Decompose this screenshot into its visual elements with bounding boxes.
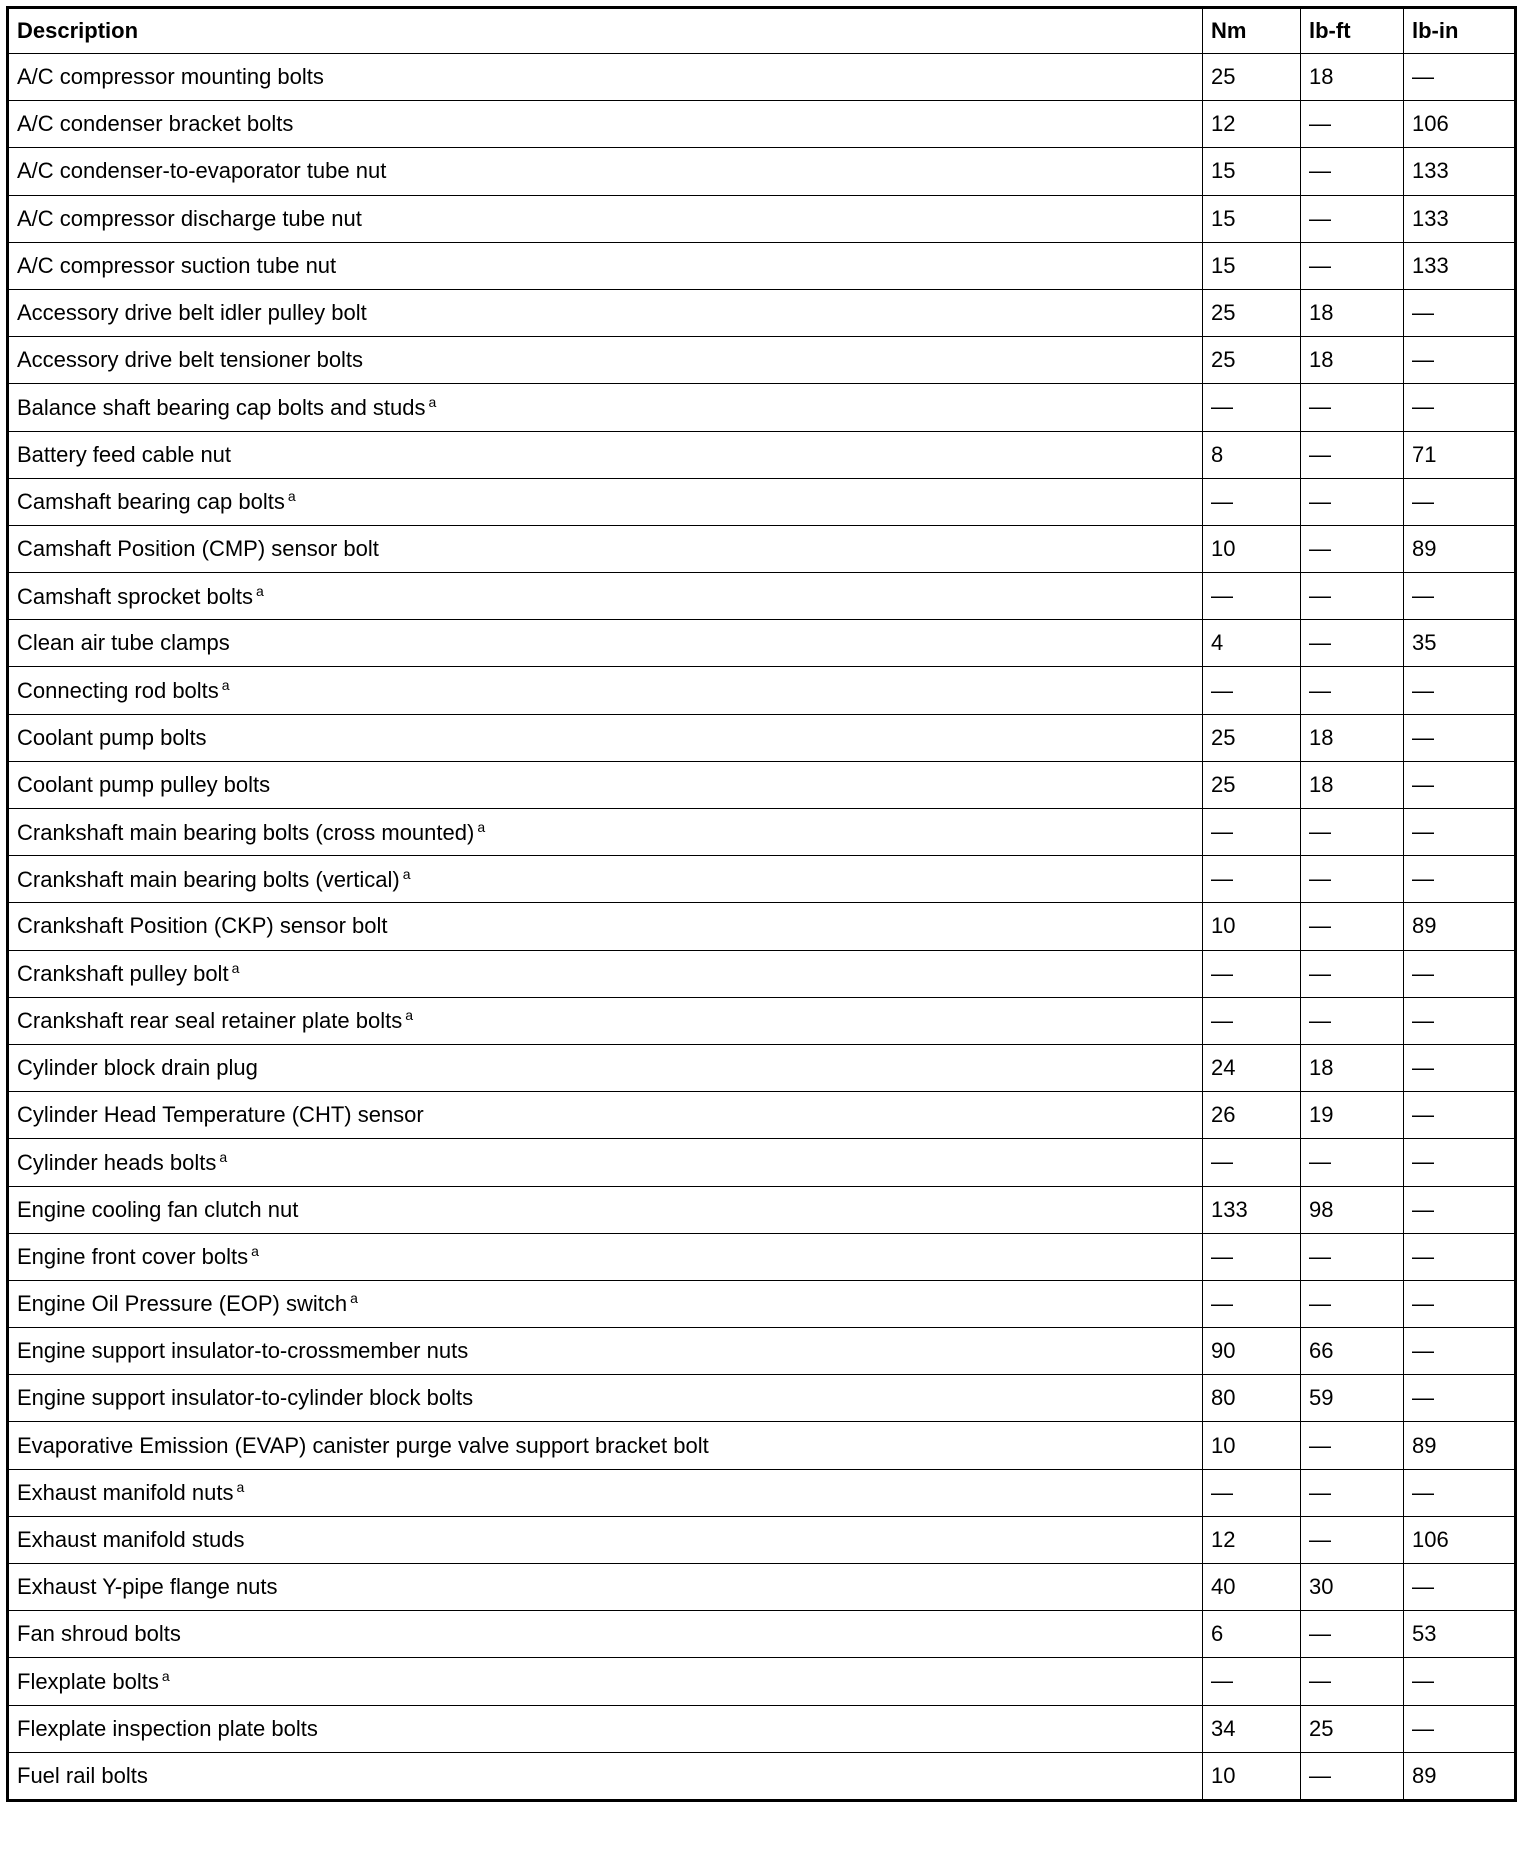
footnote-marker: a xyxy=(231,960,240,977)
lb-in-cell: — xyxy=(1404,54,1516,101)
lb-in-cell: — xyxy=(1404,478,1516,525)
nm-cell: — xyxy=(1203,950,1301,997)
nm-cell: — xyxy=(1203,667,1301,714)
nm-cell: — xyxy=(1203,478,1301,525)
description-cell xyxy=(8,856,1203,903)
description-text: Engine Oil Pressure (EOP) switch xyxy=(17,1291,348,1317)
description-text: Exhaust manifold nuts xyxy=(17,1480,234,1506)
lb-ft-cell: — xyxy=(1301,478,1404,525)
nm-cell: 12 xyxy=(1203,1516,1301,1563)
lb-ft-cell: — xyxy=(1301,620,1404,667)
footnote-marker: a xyxy=(251,1243,259,1260)
lb-in-cell: — xyxy=(1404,1328,1516,1375)
lb-ft-cell: — xyxy=(1301,1611,1404,1658)
lb-in-cell: 133 xyxy=(1404,148,1516,195)
nm-cell: 25 xyxy=(1203,289,1301,336)
description-text: Exhaust Y-pipe flange nuts xyxy=(17,1574,278,1600)
description-text: Flexplate inspection plate bolts xyxy=(17,1715,318,1741)
lb-ft-cell: — xyxy=(1301,1469,1404,1516)
lb-ft-cell: — xyxy=(1301,195,1404,242)
nm-cell: 40 xyxy=(1203,1564,1301,1611)
description-text: Battery feed cable nut xyxy=(17,441,232,467)
lb-in-cell: — xyxy=(1404,1375,1516,1422)
description-cell xyxy=(8,1469,1203,1516)
table-row xyxy=(8,1233,1516,1280)
lb-ft-cell: — xyxy=(1301,1139,1404,1186)
table-row xyxy=(8,714,1516,761)
description-text: A/C compressor mounting bolts xyxy=(17,64,324,90)
lb-ft-cell: 25 xyxy=(1301,1705,1404,1752)
table-row xyxy=(8,101,1516,148)
header-description: Description xyxy=(8,8,1203,54)
description-text: Cylinder block drain plug xyxy=(17,1055,258,1081)
description-cell xyxy=(8,54,1203,101)
footnote-marker: a xyxy=(477,818,486,835)
table-row xyxy=(8,1186,1516,1233)
lb-ft-cell: — xyxy=(1301,1422,1404,1469)
description-text: A/C compressor discharge tube nut xyxy=(17,205,362,231)
nm-cell: 90 xyxy=(1203,1328,1301,1375)
lb-in-cell: 89 xyxy=(1404,525,1516,572)
description-cell xyxy=(8,384,1203,431)
nm-cell: — xyxy=(1203,1280,1301,1327)
lb-ft-cell: 18 xyxy=(1301,1044,1404,1091)
lb-in-cell: — xyxy=(1404,384,1516,431)
lb-in-cell: 71 xyxy=(1404,431,1516,478)
table-row xyxy=(8,1044,1516,1091)
nm-cell: — xyxy=(1203,384,1301,431)
lb-ft-cell: — xyxy=(1301,1516,1404,1563)
footnote-marker: a xyxy=(287,488,296,505)
footnote-marker: a xyxy=(405,1007,413,1024)
description-text: Accessory drive belt tensioner bolts xyxy=(17,347,364,373)
nm-cell: 10 xyxy=(1203,1422,1301,1469)
description-cell xyxy=(8,431,1203,478)
description-text: Fan shroud bolts xyxy=(17,1621,181,1647)
description-cell xyxy=(8,1092,1203,1139)
lb-in-cell: — xyxy=(1404,761,1516,808)
description-cell xyxy=(8,761,1203,808)
lb-in-cell: — xyxy=(1404,1139,1516,1186)
table-row xyxy=(8,903,1516,950)
nm-cell: 25 xyxy=(1203,337,1301,384)
description-cell xyxy=(8,620,1203,667)
table-row xyxy=(8,620,1516,667)
description-cell xyxy=(8,289,1203,336)
description-text: Connecting rod bolts xyxy=(17,678,219,704)
lb-in-cell: 133 xyxy=(1404,195,1516,242)
lb-in-cell: — xyxy=(1404,714,1516,761)
lb-ft-cell: 59 xyxy=(1301,1375,1404,1422)
description-text: Camshaft sprocket bolts xyxy=(17,583,253,609)
footnote-marker: a xyxy=(219,1148,228,1165)
description-text: Engine cooling fan clutch nut xyxy=(17,1196,299,1222)
nm-cell: 24 xyxy=(1203,1044,1301,1091)
description-cell xyxy=(8,1186,1203,1233)
lb-ft-cell: — xyxy=(1301,242,1404,289)
description-cell xyxy=(8,1564,1203,1611)
description-cell xyxy=(8,1044,1203,1091)
lb-in-cell: — xyxy=(1404,337,1516,384)
lb-in-cell: — xyxy=(1404,1092,1516,1139)
lb-in-cell: — xyxy=(1404,997,1516,1044)
table-row xyxy=(8,195,1516,242)
lb-ft-cell: — xyxy=(1301,809,1404,856)
nm-cell: 25 xyxy=(1203,761,1301,808)
lb-ft-cell: — xyxy=(1301,431,1404,478)
table-row xyxy=(8,1469,1516,1516)
description-text: A/C condenser-to-evaporator tube nut xyxy=(17,158,387,184)
nm-cell: 15 xyxy=(1203,148,1301,195)
footnote-marker: a xyxy=(402,865,411,882)
lb-in-cell: 133 xyxy=(1404,242,1516,289)
description-cell xyxy=(8,997,1203,1044)
nm-cell: 10 xyxy=(1203,525,1301,572)
description-cell xyxy=(8,1705,1203,1752)
table-row xyxy=(8,1092,1516,1139)
description-cell xyxy=(8,1422,1203,1469)
lb-in-cell: — xyxy=(1404,1233,1516,1280)
footnote-marker: a xyxy=(350,1290,358,1307)
lb-ft-cell: 30 xyxy=(1301,1564,1404,1611)
lb-ft-cell: 98 xyxy=(1301,1186,1404,1233)
description-text: Balance shaft bearing cap bolts and studs xyxy=(17,394,426,420)
table-row xyxy=(8,1611,1516,1658)
description-text: Cylinder Head Temperature (CHT) sensor xyxy=(17,1102,424,1128)
table-row xyxy=(8,384,1516,431)
nm-cell: 10 xyxy=(1203,903,1301,950)
lb-in-cell: — xyxy=(1404,573,1516,620)
description-cell xyxy=(8,667,1203,714)
lb-ft-cell: — xyxy=(1301,667,1404,714)
table-row xyxy=(8,1328,1516,1375)
lb-in-cell: — xyxy=(1404,809,1516,856)
description-cell xyxy=(8,1280,1203,1327)
lb-ft-cell: — xyxy=(1301,950,1404,997)
header-nm: Nm xyxy=(1203,8,1301,54)
description-cell xyxy=(8,809,1203,856)
lb-ft-cell: — xyxy=(1301,1658,1404,1705)
nm-cell: 4 xyxy=(1203,620,1301,667)
table-row xyxy=(8,761,1516,808)
description-text: Crankshaft rear seal retainer plate bolts xyxy=(17,1008,403,1034)
table-row xyxy=(8,1752,1516,1800)
description-text: Engine support insulator-to-cylinder block bolts xyxy=(17,1385,474,1411)
nm-cell: 15 xyxy=(1203,195,1301,242)
lb-ft-cell: — xyxy=(1301,856,1404,903)
table-row xyxy=(8,950,1516,997)
description-cell xyxy=(8,573,1203,620)
description-text: Cylinder heads bolts xyxy=(17,1149,217,1175)
description-cell xyxy=(8,242,1203,289)
lb-ft-cell: 18 xyxy=(1301,54,1404,101)
footnote-marker: a xyxy=(161,1667,170,1684)
lb-in-cell: 106 xyxy=(1404,1516,1516,1563)
table-row xyxy=(8,337,1516,384)
nm-cell: 8 xyxy=(1203,431,1301,478)
description-text: Coolant pump bolts xyxy=(17,724,207,750)
lb-ft-cell: 66 xyxy=(1301,1328,1404,1375)
lb-ft-cell: — xyxy=(1301,1752,1404,1800)
description-text: Clean air tube clamps xyxy=(17,630,230,656)
nm-cell: — xyxy=(1203,856,1301,903)
description-text: Flexplate bolts xyxy=(17,1668,159,1694)
table-row xyxy=(8,997,1516,1044)
table-row xyxy=(8,1564,1516,1611)
description-text: Crankshaft Position (CKP) sensor bolt xyxy=(17,913,388,939)
lb-ft-cell: — xyxy=(1301,101,1404,148)
lb-in-cell: — xyxy=(1404,1658,1516,1705)
lb-in-cell: — xyxy=(1404,1705,1516,1752)
lb-in-cell: — xyxy=(1404,856,1516,903)
description-cell xyxy=(8,903,1203,950)
description-text: Crankshaft main bearing bolts (cross mounted) xyxy=(17,819,475,845)
footnote-marker: a xyxy=(255,582,264,599)
table-row xyxy=(8,478,1516,525)
table-row xyxy=(8,525,1516,572)
description-text: Camshaft Position (CMP) sensor bolt xyxy=(17,535,379,561)
description-text: Engine front cover bolts xyxy=(17,1244,249,1270)
footnote-marker: a xyxy=(428,393,437,410)
description-cell xyxy=(8,525,1203,572)
description-cell xyxy=(8,1658,1203,1705)
footnote-marker: a xyxy=(221,677,230,694)
header-row xyxy=(8,8,1516,54)
table-row xyxy=(8,1705,1516,1752)
lb-in-cell: 53 xyxy=(1404,1611,1516,1658)
lb-ft-cell: 18 xyxy=(1301,714,1404,761)
nm-cell: — xyxy=(1203,1469,1301,1516)
lb-ft-cell: — xyxy=(1301,1233,1404,1280)
nm-cell: 25 xyxy=(1203,54,1301,101)
lb-in-cell: — xyxy=(1404,1044,1516,1091)
lb-ft-cell: 19 xyxy=(1301,1092,1404,1139)
description-text: Fuel rail bolts xyxy=(17,1762,148,1788)
table-row xyxy=(8,54,1516,101)
description-cell xyxy=(8,1516,1203,1563)
description-text: Camshaft bearing cap bolts xyxy=(17,489,285,515)
description-cell xyxy=(8,1752,1203,1800)
description-cell xyxy=(8,950,1203,997)
nm-cell: 80 xyxy=(1203,1375,1301,1422)
description-text: Crankshaft main bearing bolts (vertical) xyxy=(17,866,400,892)
nm-cell: — xyxy=(1203,1658,1301,1705)
lb-ft-cell: 18 xyxy=(1301,761,1404,808)
footnote-marker: a xyxy=(236,1479,245,1496)
description-text: Accessory drive belt idler pulley bolt xyxy=(17,300,367,326)
table-row xyxy=(8,1280,1516,1327)
table-row xyxy=(8,1516,1516,1563)
description-cell xyxy=(8,337,1203,384)
header-lb-in: lb-in xyxy=(1404,8,1516,54)
lb-in-cell: 106 xyxy=(1404,101,1516,148)
description-text: Engine support insulator-to-crossmember nuts xyxy=(17,1338,469,1364)
description-text: Evaporative Emission (EVAP) canister purge valve support bracket bolt xyxy=(17,1432,709,1458)
table-row xyxy=(8,289,1516,336)
table-row xyxy=(8,667,1516,714)
table-row xyxy=(8,856,1516,903)
description-cell xyxy=(8,195,1203,242)
lb-in-cell: — xyxy=(1404,1469,1516,1516)
lb-ft-cell: — xyxy=(1301,1280,1404,1327)
nm-cell: 25 xyxy=(1203,714,1301,761)
description-cell xyxy=(8,1375,1203,1422)
nm-cell: — xyxy=(1203,997,1301,1044)
nm-cell: 15 xyxy=(1203,242,1301,289)
table-row xyxy=(8,1658,1516,1705)
lb-ft-cell: — xyxy=(1301,384,1404,431)
lb-ft-cell: — xyxy=(1301,903,1404,950)
description-cell xyxy=(8,1611,1203,1658)
nm-cell: — xyxy=(1203,1233,1301,1280)
lb-in-cell: — xyxy=(1404,1564,1516,1611)
table-row xyxy=(8,809,1516,856)
nm-cell: 10 xyxy=(1203,1752,1301,1800)
nm-cell: 12 xyxy=(1203,101,1301,148)
lb-in-cell: — xyxy=(1404,1280,1516,1327)
lb-in-cell: 89 xyxy=(1404,903,1516,950)
description-cell xyxy=(8,1328,1203,1375)
lb-in-cell: 35 xyxy=(1404,620,1516,667)
table-row xyxy=(8,242,1516,289)
torque-specifications-table xyxy=(6,6,1517,1802)
nm-cell: 26 xyxy=(1203,1092,1301,1139)
lb-in-cell: — xyxy=(1404,950,1516,997)
lb-in-cell: 89 xyxy=(1404,1422,1516,1469)
description-cell xyxy=(8,148,1203,195)
lb-in-cell: — xyxy=(1404,1186,1516,1233)
lb-ft-cell: 18 xyxy=(1301,337,1404,384)
description-cell xyxy=(8,101,1203,148)
table-row xyxy=(8,1422,1516,1469)
header-lb-ft: lb-ft xyxy=(1301,8,1404,54)
lb-in-cell: 89 xyxy=(1404,1752,1516,1800)
description-cell xyxy=(8,478,1203,525)
table-row xyxy=(8,431,1516,478)
description-text: Crankshaft pulley bolt xyxy=(17,961,229,987)
lb-ft-cell: 18 xyxy=(1301,289,1404,336)
lb-ft-cell: — xyxy=(1301,148,1404,195)
description-cell xyxy=(8,1233,1203,1280)
nm-cell: — xyxy=(1203,809,1301,856)
table-body xyxy=(8,54,1516,1801)
nm-cell: 34 xyxy=(1203,1705,1301,1752)
description-text: A/C condenser bracket bolts xyxy=(17,111,294,137)
lb-ft-cell: — xyxy=(1301,525,1404,572)
description-text: A/C compressor suction tube nut xyxy=(17,252,337,278)
nm-cell: — xyxy=(1203,1139,1301,1186)
description-text: Coolant pump pulley bolts xyxy=(17,771,271,797)
nm-cell: 6 xyxy=(1203,1611,1301,1658)
lb-ft-cell: — xyxy=(1301,997,1404,1044)
description-cell xyxy=(8,714,1203,761)
lb-in-cell: — xyxy=(1404,667,1516,714)
table-row xyxy=(8,573,1516,620)
table-row xyxy=(8,1375,1516,1422)
lb-in-cell: — xyxy=(1404,289,1516,336)
nm-cell: 133 xyxy=(1203,1186,1301,1233)
lb-ft-cell: — xyxy=(1301,573,1404,620)
description-cell xyxy=(8,1139,1203,1186)
description-text: Exhaust manifold studs xyxy=(17,1526,245,1552)
nm-cell: — xyxy=(1203,573,1301,620)
table-row xyxy=(8,1139,1516,1186)
table-row xyxy=(8,148,1516,195)
